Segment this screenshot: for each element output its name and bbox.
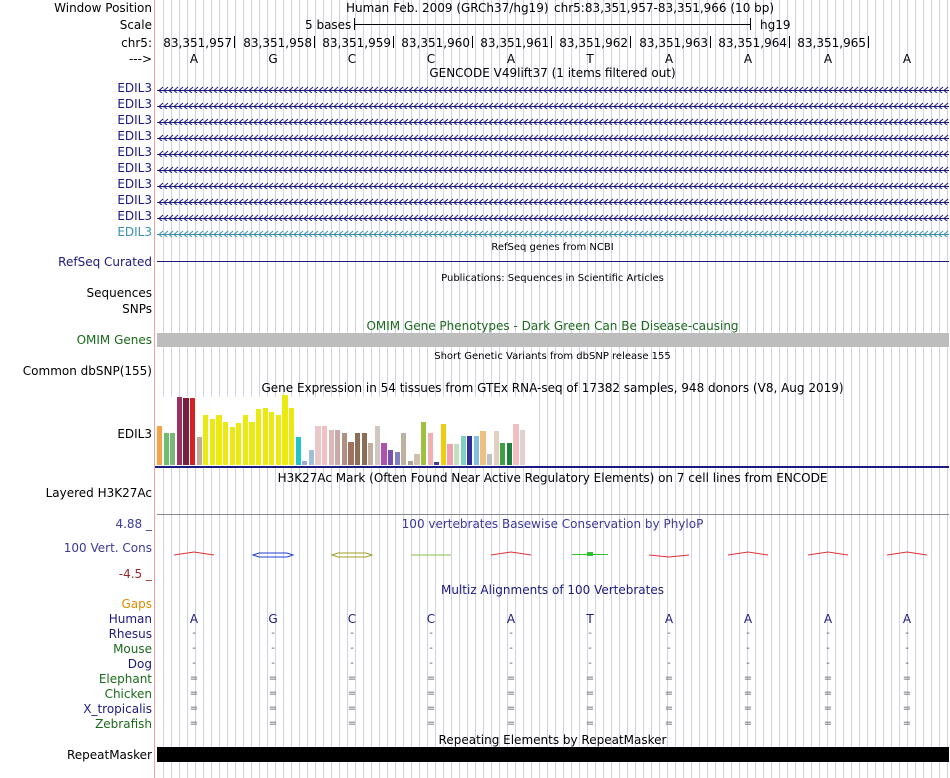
repeatmasker-bar[interactable] [157, 747, 949, 762]
multiz-alignment-char: = [189, 718, 199, 729]
dbsnp-track-label[interactable]: Common dbSNP(155) [22, 364, 152, 378]
multiz-species-label[interactable]: Dog [127, 657, 152, 671]
gencode-gene-label[interactable]: EDIL3 [117, 177, 152, 191]
multiz-alignment-char: = [664, 718, 674, 729]
gtex-tissue-bar[interactable] [197, 437, 202, 465]
phylop-track-label[interactable]: 100 Vert. Cons [63, 541, 152, 555]
gtex-tissue-bar[interactable] [434, 462, 439, 465]
position-label[interactable]: chr5:83,351,957-83,351,966 (10 bp) [554, 1, 775, 15]
phylop-track-title[interactable]: 100 vertebrates Basewise Conservation by PhyloP [401, 517, 704, 531]
gtex-tissue-bar[interactable] [210, 419, 215, 465]
gtex-gene-line [155, 466, 949, 468]
gtex-tissue-bar[interactable] [190, 398, 195, 465]
gtex-tissue-bar[interactable] [243, 415, 248, 465]
multiz-species-label[interactable]: Mouse [113, 642, 152, 656]
multiz-alignment-char: = [823, 718, 833, 729]
multiz-alignment-char: A [823, 612, 833, 626]
gtex-tissue-bar[interactable] [395, 452, 400, 465]
multiz-alignment-char: - [746, 628, 750, 639]
phylop-score-mark [649, 555, 689, 557]
refseq-gene-line[interactable] [157, 261, 949, 262]
gencode-gene-label[interactable]: EDIL3 [117, 113, 152, 127]
multiz-alignment-char: - [192, 628, 196, 639]
gencode-transcript[interactable] [157, 212, 949, 221]
multiz-species-label[interactable]: Human [108, 612, 152, 626]
multiz-alignment-char: - [429, 628, 433, 639]
gtex-tissue-bar[interactable] [177, 397, 182, 465]
gtex-tissue-bar[interactable] [289, 408, 294, 465]
base-letter: C [347, 52, 357, 66]
gtex-tissue-bar[interactable] [487, 454, 492, 465]
base-letter: A [664, 52, 674, 66]
coordinate-tick [789, 36, 790, 48]
multiz-alignment-char: - [905, 643, 909, 654]
coordinate-tick [551, 36, 552, 48]
multiz-alignment-char: - [350, 658, 354, 669]
gencode-gene-label[interactable]: EDIL3 [117, 97, 152, 111]
gtex-tissue-bar[interactable] [329, 430, 334, 465]
gencode-transcript[interactable] [157, 164, 949, 173]
multiz-alignment-char: = [664, 673, 674, 684]
phylop-score-mark [174, 552, 214, 555]
multiz-alignment-char: - [905, 628, 909, 639]
multiz-alignment-char: = [189, 688, 199, 699]
refseq-track-title[interactable]: RefSeq genes from NCBI [491, 242, 614, 253]
multiz-alignment-char: = [347, 673, 357, 684]
gtex-tissue-bar[interactable] [256, 409, 261, 465]
base-letter: T [586, 52, 594, 66]
gtex-tissue-bar[interactable] [494, 431, 499, 465]
phylop-score-mark [332, 553, 372, 557]
h3k27ac-baseline [157, 514, 949, 515]
coordinate-tick [314, 36, 315, 48]
gtex-tissue-bar[interactable] [249, 422, 254, 465]
gtex-tissue-bar[interactable] [276, 415, 281, 465]
multiz-alignment-char: = [823, 703, 833, 714]
multiz-alignment-char: - [667, 658, 671, 669]
gencode-gene-label[interactable]: EDIL3 [117, 145, 152, 159]
gtex-tissue-bar[interactable] [216, 415, 221, 465]
multiz-alignment-char: = [743, 673, 753, 684]
gtex-tissue-bar[interactable] [368, 443, 373, 465]
multiz-alignment-char: C [426, 612, 436, 626]
track-divider-line [154, 0, 155, 778]
gtex-tissue-bar[interactable] [375, 426, 380, 465]
gencode-track-title[interactable]: GENCODE V49lift37 (1 items filtered out) [429, 66, 676, 80]
multiz-alignment-char: - [746, 643, 750, 654]
gencode-transcript[interactable] [157, 148, 949, 157]
multiz-alignment-char: - [271, 628, 275, 639]
multiz-alignment-char: = [268, 703, 278, 714]
gencode-transcript[interactable] [157, 132, 949, 141]
multiz-alignment-char: - [826, 658, 830, 669]
multiz-alignment-char: = [585, 718, 595, 729]
multiz-alignment-char: - [905, 658, 909, 669]
gtex-tissue-bar[interactable] [302, 461, 307, 465]
coordinate-tick [630, 36, 631, 48]
multiz-alignment-char: - [429, 643, 433, 654]
coordinate-tick-label: 83,351,957 [163, 36, 232, 50]
multiz-species-label[interactable]: Chicken [104, 687, 152, 701]
gencode-transcript[interactable] [157, 196, 949, 205]
multiz-alignment-char: - [350, 628, 354, 639]
gtex-tissue-bar[interactable] [335, 430, 340, 465]
multiz-alignment-char: = [426, 718, 436, 729]
gtex-tissue-bar[interactable] [441, 424, 446, 465]
h3k27ac-track-title[interactable]: H3K27Ac Mark (Often Found Near Active Regulatory Elements) on 7 cell lines from ENCODE [277, 471, 828, 485]
omim-track-label[interactable]: OMIM Genes [76, 333, 152, 347]
gtex-track-title[interactable]: Gene Expression in 54 tissues from GTEx RNA-seq of 17382 samples, 948 donors (V8, Aug 2019) [261, 381, 844, 395]
multiz-alignment-char: - [509, 643, 513, 654]
gtex-tissue-bar[interactable] [170, 433, 175, 465]
repeatmasker-track-title[interactable]: Repeating Elements by RepeatMasker [438, 733, 667, 747]
multiz-alignment-char: - [429, 658, 433, 669]
phylop-score-mark [808, 552, 848, 555]
gtex-tissue-bar[interactable] [203, 415, 208, 465]
multiz-alignment-char: = [189, 673, 199, 684]
gtex-tissue-bar[interactable] [447, 444, 452, 465]
multiz-alignment-char: = [347, 688, 357, 699]
base-letter: G [268, 52, 278, 66]
scale-bar-text: 5 bases [305, 18, 352, 32]
gencode-transcript[interactable] [157, 84, 949, 93]
multiz-alignment-char: = [426, 703, 436, 714]
gtex-tissue-bar[interactable] [223, 422, 228, 465]
multiz-alignment-char: - [588, 643, 592, 654]
multiz-alignment-char: = [664, 703, 674, 714]
gtex-tissue-bar[interactable] [315, 426, 320, 465]
multiz-species-label[interactable]: Elephant [98, 672, 152, 686]
gtex-tissue-bar[interactable] [414, 454, 419, 465]
gtex-tissue-bar[interactable] [355, 433, 360, 465]
gtex-tissue-bar[interactable] [309, 450, 314, 465]
multiz-alignment-char: = [506, 703, 516, 714]
multiz-species-label[interactable]: Rhesus [108, 627, 152, 641]
multiz-alignment-char: = [743, 718, 753, 729]
multiz-alignment-char: = [426, 688, 436, 699]
multiz-alignment-char: = [189, 703, 199, 714]
multiz-alignment-char: - [350, 643, 354, 654]
gtex-tissue-bar[interactable] [164, 433, 169, 465]
coordinate-tick [472, 36, 473, 48]
gtex-tissue-bar[interactable] [157, 426, 162, 465]
multiz-alignment-char: = [347, 718, 357, 729]
gtex-tissue-bar[interactable] [362, 433, 367, 465]
multiz-alignment-char: = [743, 703, 753, 714]
gtex-tissue-bar[interactable] [513, 424, 518, 465]
gtex-tissue-bar[interactable] [269, 412, 274, 465]
coordinate-tick [393, 36, 394, 48]
coordinate-tick-label: 83,351,963 [639, 36, 708, 50]
phylop-max-label: 4.88 _ [115, 517, 152, 531]
multiz-alignment-char: G [268, 612, 278, 626]
gencode-gene-label[interactable]: EDIL3 [117, 129, 152, 143]
phylop-score-mark [253, 553, 293, 557]
omim-gene-bar[interactable] [157, 333, 949, 347]
multiz-alignment-char: - [271, 658, 275, 669]
multiz-alignment-char: = [506, 673, 516, 684]
publications-track-title[interactable]: Publications: Sequences in Scientific Articles [441, 273, 664, 284]
multiz-alignment-char: = [347, 703, 357, 714]
multiz-alignment-char: - [271, 643, 275, 654]
gtex-tissue-bar[interactable] [381, 443, 386, 465]
multiz-alignment-char: = [585, 688, 595, 699]
gencode-gene-label[interactable]: EDIL3 [117, 225, 152, 239]
base-letter: A [506, 52, 516, 66]
phylop-min-label: -4.5 _ [118, 567, 152, 581]
coordinate-tick-label: 83,351,965 [797, 36, 866, 50]
multiz-track-title[interactable]: Multiz Alignments of 100 Vertebrates [440, 583, 665, 597]
multiz-gaps-label: Gaps [121, 597, 152, 611]
coordinate-tick [234, 36, 235, 48]
dbsnp-track-title[interactable]: Short Genetic Variants from dbSNP release 155 [434, 351, 671, 362]
coordinate-tick-label: 83,351,959 [322, 36, 391, 50]
gtex-tissue-bar[interactable] [348, 442, 353, 465]
sequences-label[interactable]: Sequences [86, 286, 152, 300]
phylop-score-mark [728, 552, 768, 555]
multiz-alignment-char: = [902, 688, 912, 699]
gtex-tissue-bar[interactable] [454, 444, 459, 465]
gtex-tissue-bar[interactable] [282, 395, 287, 465]
multiz-alignment-char: A [189, 612, 199, 626]
gtex-tissue-bar[interactable] [263, 408, 268, 465]
multiz-alignment-char: A [506, 612, 516, 626]
gencode-gene-label[interactable]: EDIL3 [117, 193, 152, 207]
gencode-gene-label[interactable]: EDIL3 [117, 161, 152, 175]
multiz-alignment-char: = [268, 673, 278, 684]
gtex-tissue-bar[interactable] [236, 423, 241, 465]
multiz-alignment-char: = [902, 718, 912, 729]
multiz-alignment-char: - [509, 628, 513, 639]
window-position-label: Window Position [54, 1, 152, 15]
base-letter: A [823, 52, 833, 66]
gtex-tissue-bar[interactable] [480, 431, 485, 465]
gtex-tissue-bar[interactable] [520, 430, 525, 465]
coordinate-tick-label: 83,351,962 [559, 36, 628, 50]
gencode-transcript[interactable] [157, 116, 949, 125]
multiz-alignment-char: = [902, 673, 912, 684]
h3k27ac-track-label[interactable]: Layered H3K27Ac [45, 486, 152, 500]
gencode-transcript[interactable] [157, 228, 949, 237]
multiz-species-label[interactable]: X_tropicalis [83, 702, 152, 716]
base-letter: C [426, 52, 436, 66]
snps-label[interactable]: SNPs [122, 302, 152, 316]
gtex-tissue-bar[interactable] [500, 443, 505, 465]
multiz-alignment-char: - [667, 628, 671, 639]
multiz-alignment-char: = [823, 673, 833, 684]
coordinate-tick-label: 83,351,960 [401, 36, 470, 50]
multiz-alignment-char: - [192, 643, 196, 654]
multiz-alignment-char: A [664, 612, 674, 626]
gtex-tissue-bar[interactable] [408, 461, 413, 465]
gtex-track-label[interactable]: EDIL3 [117, 427, 152, 441]
multiz-alignment-char: - [588, 628, 592, 639]
chrom-label: chr5: [121, 36, 152, 50]
multiz-alignment-char: A [902, 612, 912, 626]
scale-label: Scale [119, 18, 152, 32]
multiz-alignment-char: - [667, 643, 671, 654]
multiz-alignment-char: = [506, 688, 516, 699]
multiz-species-label[interactable]: Zebrafish [95, 717, 152, 731]
multiz-alignment-char: A [743, 612, 753, 626]
coordinate-tick-label: 83,351,958 [243, 36, 312, 50]
assembly-label: Human Feb. 2009 (GRCh37/hg19) [346, 1, 549, 15]
gtex-tissue-bar[interactable] [183, 398, 188, 465]
gtex-tissue-bar[interactable] [388, 450, 393, 465]
base-letter: A [189, 52, 199, 66]
gtex-tissue-bar[interactable] [467, 436, 472, 465]
multiz-alignment-char: = [585, 673, 595, 684]
gtex-tissue-bar[interactable] [401, 433, 406, 465]
strand-label: ---> [128, 52, 152, 66]
gtex-tissue-bar[interactable] [342, 433, 347, 465]
coordinate-tick [868, 36, 869, 48]
multiz-alignment-char: = [823, 688, 833, 699]
multiz-alignment-char: = [426, 673, 436, 684]
multiz-alignment-char: = [268, 688, 278, 699]
gencode-transcript[interactable] [157, 180, 949, 189]
multiz-alignment-char: = [743, 688, 753, 699]
phylop-score-mark [887, 552, 927, 555]
gtex-tissue-bar[interactable] [296, 437, 301, 465]
coordinate-tick-label: 83,351,964 [718, 36, 787, 50]
base-letter: A [902, 52, 912, 66]
base-letter: A [743, 52, 753, 66]
gtex-tissue-bar[interactable] [461, 436, 466, 465]
gtex-tissue-bar[interactable] [322, 426, 327, 465]
multiz-alignment-char: - [192, 658, 196, 669]
multiz-alignment-char: T [586, 612, 594, 626]
scale-db-label: hg19 [760, 18, 791, 32]
phylop-score-mark [572, 554, 608, 555]
multiz-alignment-char: C [347, 612, 357, 626]
gtex-tissue-bar[interactable] [428, 433, 433, 465]
gencode-transcript[interactable] [157, 100, 949, 109]
phylop-score-mark [491, 552, 531, 555]
multiz-alignment-char: - [588, 658, 592, 669]
multiz-alignment-char: = [664, 688, 674, 699]
multiz-alignment-char: = [902, 703, 912, 714]
multiz-alignment-char: = [585, 703, 595, 714]
phylop-graph[interactable] [155, 545, 949, 565]
multiz-alignment-char: = [268, 718, 278, 729]
repeatmasker-track-label[interactable]: RepeatMasker [66, 748, 152, 762]
multiz-alignment-char: - [509, 658, 513, 669]
gencode-gene-label[interactable]: EDIL3 [117, 209, 152, 223]
multiz-alignment-char: - [826, 628, 830, 639]
multiz-alignment-char: = [506, 718, 516, 729]
gencode-gene-label[interactable]: EDIL3 [117, 81, 152, 95]
multiz-alignment-char: - [746, 658, 750, 669]
gtex-tissue-bar[interactable] [421, 422, 426, 465]
coordinate-tick-label: 83,351,961 [480, 36, 549, 50]
refseq-track-label[interactable]: RefSeq Curated [58, 255, 152, 269]
multiz-alignment-char: - [826, 643, 830, 654]
scale-bar [354, 18, 752, 32]
gtex-tissue-bar[interactable] [474, 436, 479, 465]
gtex-tissue-bar[interactable] [230, 427, 235, 465]
gtex-tissue-bar[interactable] [507, 443, 512, 465]
omim-track-title[interactable]: OMIM Gene Phenotypes - Dark Green Can Be Disease-causing [366, 319, 739, 333]
coordinate-tick [710, 36, 711, 48]
